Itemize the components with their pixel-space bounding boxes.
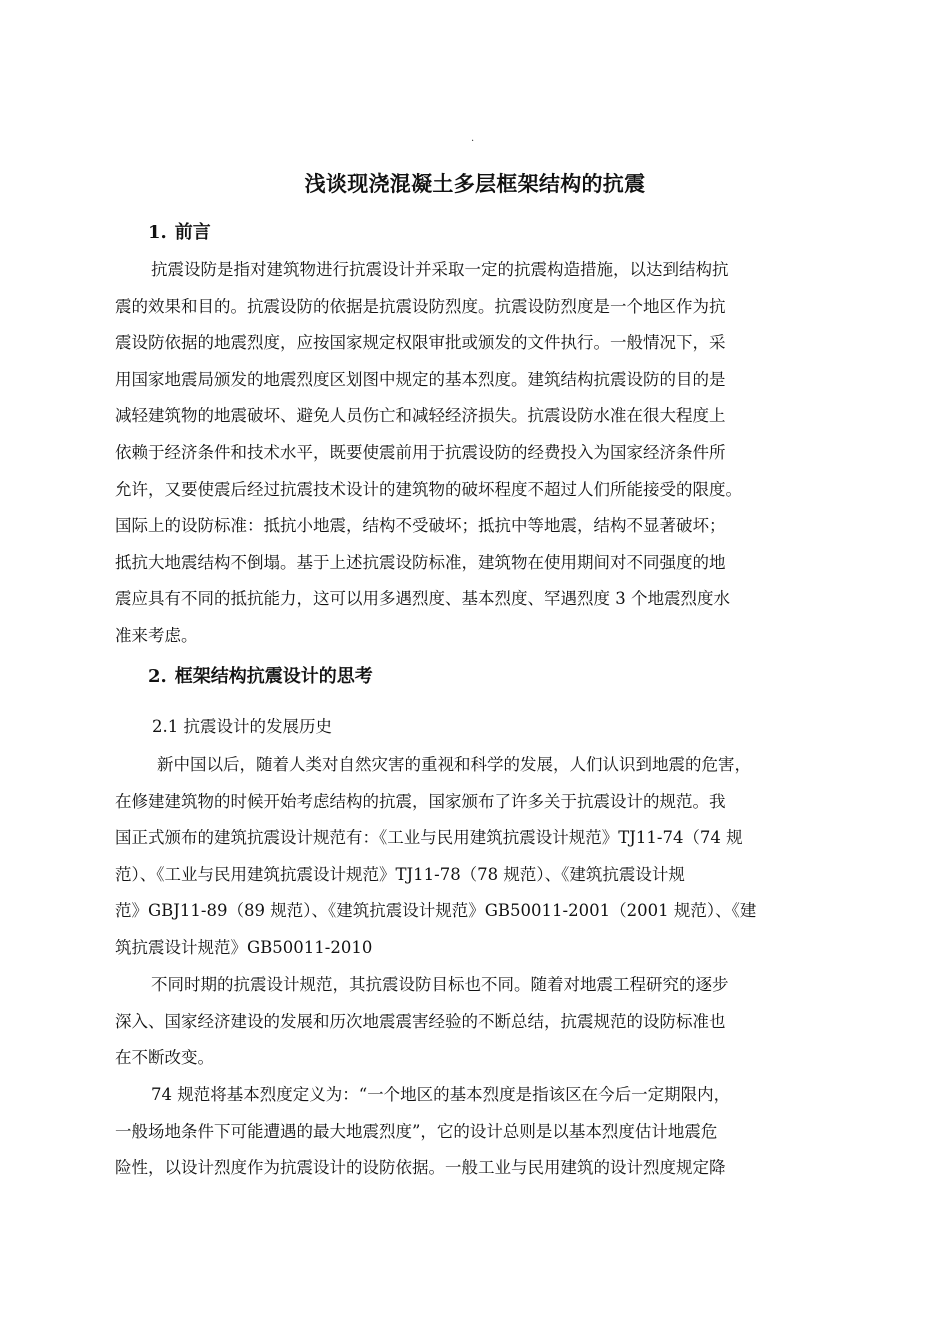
subsection-2-1-heading: 2.1 抗震设计的发展历史	[152, 717, 332, 736]
paragraph-line: 74 规范将基本烈度定义为：“一个地区的基本烈度是指该区在今后一定期限内，	[151, 1085, 731, 1104]
section-2-heading	[148, 662, 373, 692]
section-2-number: 2.	[148, 666, 167, 687]
paragraph-line: 不同时期的抗震设计规范，其抗震设防目标也不同。随着对地震工程研究的逐步	[151, 975, 729, 994]
paragraph-line: 准来考虑。	[115, 625, 198, 645]
paragraph-line: 筑抗震设计规范》GB50011-2010	[115, 937, 373, 957]
paragraph-line: 国际上的设防标准：抵抗小地震，结构不受破坏；抵抗中等地震，结构不显著破坏；	[115, 516, 726, 536]
section-2-paragraph-2	[115, 967, 835, 1077]
paragraph-line: 国正式颁布的建筑抗震设计规范有：《工业与民用建筑抗震设计规范》TJ11-74（74 规	[115, 828, 743, 848]
paragraph-line: 抗震设防是指对建筑物进行抗震设计并采取一定的抗震构造措施，以达到结构抗	[151, 260, 729, 279]
section-2-title: 框架结构抗震设计的思考	[174, 666, 373, 687]
paragraph-line: 范）、《工业与民用建筑抗震设计规范》TJ11-78（78 规范）、《建筑抗震设计规	[115, 864, 685, 884]
paragraph-line: 震设防依据的地震烈度，应按国家规定权限审批或颁发的文件执行。一般情况下，采	[115, 333, 726, 353]
paragraph-line: 在修建建筑物的时候开始考虑结构的抗震，国家颁布了许多关于抗震设计的规范。我	[115, 791, 726, 811]
paragraph-line: 范》GBJ11-89（89 规范）、《建筑抗震设计规范》GB50011-2001（2001 规范）、《建	[115, 901, 757, 921]
paragraph-line: 震应具有不同的抵抗能力，这可以用多遇烈度、基本烈度、罕遇烈度 3 个地震烈度水	[115, 589, 730, 609]
paragraph-line: 险性，以设计烈度作为抗震设计的设防依据。一般工业与民用建筑的设计烈度规定降	[115, 1158, 726, 1178]
header-mark: .	[471, 133, 475, 144]
paragraph-line: 在不断改变。	[115, 1048, 214, 1068]
paragraph-line: 深入、国家经济建设的发展和历次地震震害经验的不断总结，抗震规范的设防标准也	[115, 1011, 726, 1031]
section-1-heading	[148, 218, 211, 248]
section-2-paragraph-3	[115, 1077, 835, 1187]
paragraph-line: 用国家地震局颁发的地震烈度区划图中规定的基本烈度。建筑结构抗震设防的目的是	[115, 369, 726, 389]
paragraph-line: 震的效果和目的。抗震设防的依据是抗震设防烈度。抗震设防烈度是一个地区作为抗	[115, 296, 726, 316]
section-1-title: 前言	[174, 222, 211, 243]
section-1-number: 1.	[148, 222, 167, 243]
paragraph-line: 允许，又要使震后经过抗震技术设计的建筑物的破坏程度不超过人们所能接受的限度。	[115, 479, 742, 499]
paragraph-line: 抵抗大地震结构不倒塌。基于上述抗震设防标准，建筑物在使用期间对不同强度的地	[115, 552, 726, 572]
section-2-paragraph-1	[115, 747, 835, 967]
paragraph-line: 新中国以后，随着人类对自然灾害的重视和科学的发展，人们认识到地震的危害，	[157, 755, 751, 774]
paragraph-line: 减轻建筑物的地震破坏、避免人员伤亡和减轻经济损失。抗震设防水准在很大程度上	[115, 406, 726, 426]
section-1-body	[115, 252, 835, 655]
paragraph-line: 依赖于经济条件和技术水平，既要使震前用于抗震设防的经费投入为国家经济条件所	[115, 442, 726, 462]
document-title: 浅谈现浇混凝土多层框架结构的抗震	[304, 171, 646, 196]
paragraph-line: 一般场地条件下可能遭遇的最大地震烈度”，它的设计总则是以基本烈度估计地震危	[115, 1121, 718, 1141]
